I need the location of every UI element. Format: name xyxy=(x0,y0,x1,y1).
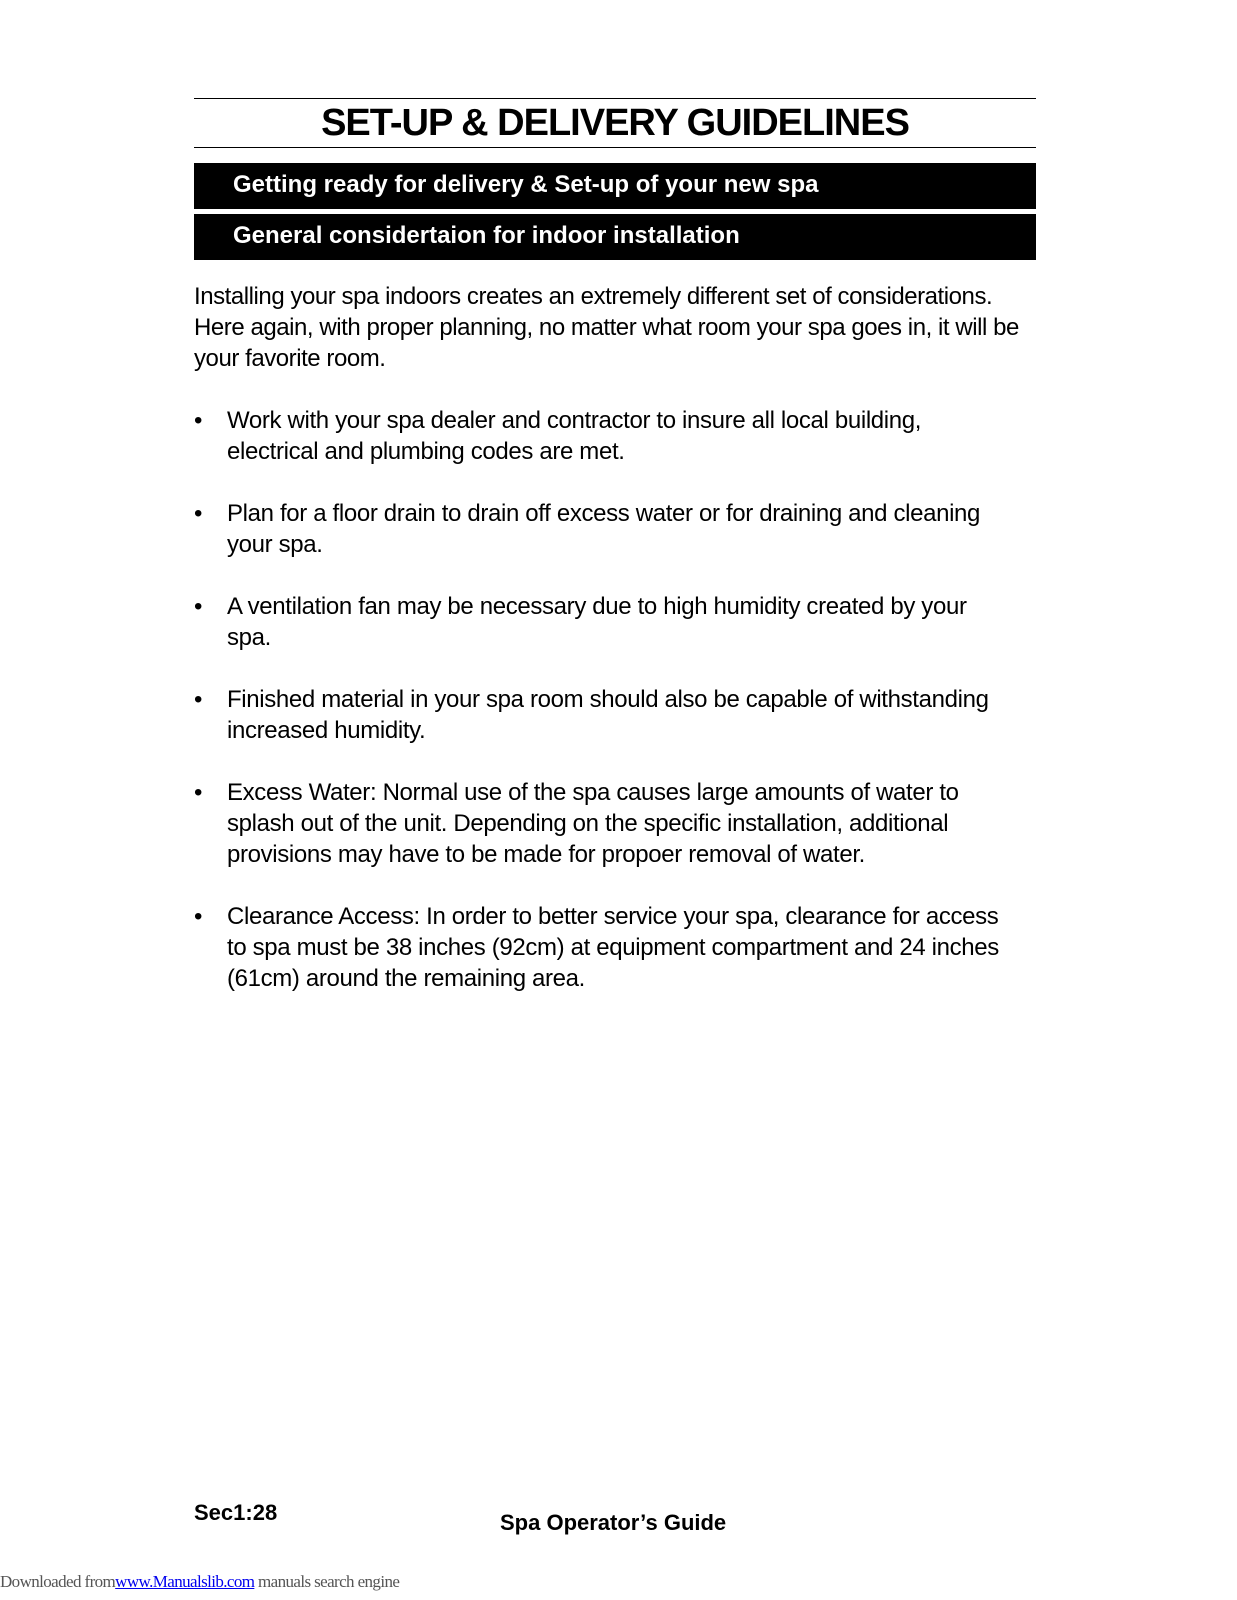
bullet-icon: • xyxy=(194,903,203,930)
list-item-text: Plan for a floor drain to drain off excess water or for draining and cleaning your spa. xyxy=(227,500,981,558)
download-note xyxy=(0,1572,399,1592)
download-note-suffix: manuals search engine xyxy=(254,1572,400,1591)
footer-guide-title: Spa Operator’s Guide xyxy=(500,1510,727,1535)
intro-paragraph: Installing your spa indoors creates an extremely different set of considerations. Here again, with proper planning, no matter what room your spa goes in, it will be your favorite room. xyxy=(194,283,1019,372)
guideline-list xyxy=(194,405,1014,1025)
list-item xyxy=(194,591,1014,653)
list-item-text: Clearance Access: In order to better service your spa, clearance for access to spa must be 38 inches (92cm) at equipment compartment and 24 inches (61cm) around the remaining area. xyxy=(227,903,999,992)
list-item xyxy=(194,777,1014,870)
section-banner-indoor: General considertaion for indoor installation xyxy=(194,214,1036,260)
list-item xyxy=(194,684,1014,746)
list-item-text: Excess Water: Normal use of the spa causes large amounts of water to splash out of the unit. Depending on the specific installation, additional provisions may have to be made for propoer removal of water. xyxy=(227,779,959,868)
manualslib-link[interactable]: www.Manualslib.com xyxy=(115,1572,255,1591)
bullet-icon: • xyxy=(194,593,203,620)
title-rule-top xyxy=(194,98,1036,99)
bullet-icon: • xyxy=(194,779,203,806)
download-note-prefix: Downloaded from xyxy=(0,1572,116,1591)
list-item xyxy=(194,405,1014,467)
title-rule-bottom xyxy=(194,147,1036,148)
list-item xyxy=(194,901,1014,994)
page-title: SET-UP & DELIVERY GUIDELINES xyxy=(321,102,909,144)
bullet-icon: • xyxy=(194,500,203,527)
bullet-icon: • xyxy=(194,407,203,434)
list-item-text: Work with your spa dealer and contractor to insure all local building, electrical and plumbing codes are met. xyxy=(227,407,922,465)
page-number: Sec1:28 xyxy=(194,1500,278,1525)
list-item-text: Finished material in your spa room should also be capable of withstanding increased humidity. xyxy=(227,686,989,744)
list-item xyxy=(194,498,1014,560)
bullet-icon: • xyxy=(194,686,203,713)
section-banner-delivery: Getting ready for delivery & Set-up of your new spa xyxy=(194,163,1036,209)
list-item-text: A ventilation fan may be necessary due to high humidity created by your spa. xyxy=(227,593,967,651)
